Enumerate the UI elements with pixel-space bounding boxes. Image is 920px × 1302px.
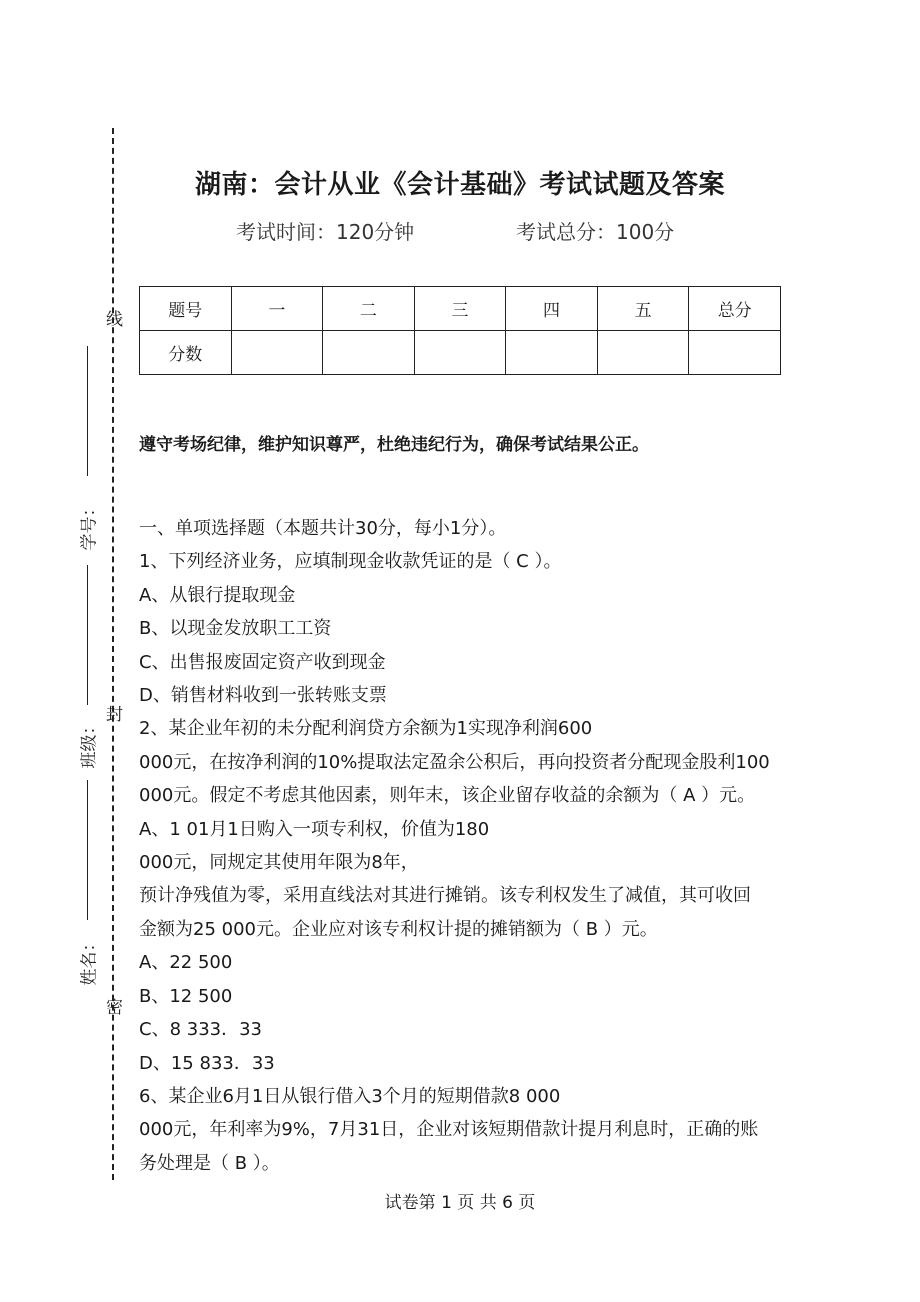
binding-dashed-line (112, 128, 114, 1180)
question-line: 000元，年利率为9%，7月31日，企业对该短期借款计提月利息时，正确的账 (139, 1119, 759, 1141)
score-table-score-row (140, 331, 781, 375)
exam-notice: 遵守考场纪律，维护知识尊严，杜绝违纪行为，确保考试结果公正。 (139, 435, 649, 455)
score-cell (231, 331, 323, 375)
class-underline (87, 565, 88, 705)
name-label: 姓名： (79, 934, 100, 986)
score-header-cell: 题号 (140, 287, 232, 331)
score-header-cell: 一 (231, 287, 323, 331)
question-line: 预计净残值为零，采用直线法对其进行摊销。该专利权发生了减值，其可收回 (139, 885, 751, 907)
option-line: D、15 833．33 (139, 1052, 275, 1074)
class-label: 班级： (79, 717, 100, 769)
score-cell (323, 331, 415, 375)
section-heading: 一、单项选择题（本题共计30分，每小1分）。 (139, 518, 507, 539)
option-line: A、从银行提取现金 (139, 584, 296, 606)
question-line: 1、下列经济业务，应填制现金收款凭证的是（ C ）。 (139, 551, 562, 573)
question-line: 000元，同规定其使用年限为8年， (139, 852, 419, 874)
score-header-cell: 五 (597, 287, 689, 331)
student-id-underline (87, 346, 88, 476)
score-header-cell: 三 (414, 287, 506, 331)
question-line: 000元。假定不考虑其他因素，则年末，该企业留存收益的余额为（ A ）元。 (139, 785, 756, 807)
option-line: C、8 333．33 (139, 1019, 263, 1041)
exam-time: 考试时间：120分钟 (236, 220, 415, 244)
score-row-label: 分数 (140, 331, 232, 375)
score-header-cell: 二 (323, 287, 415, 331)
question-line: 2、某企业年初的未分配利润贷方余额为1实现净利润600 (139, 718, 593, 740)
question-line: 务处理是（ B ）。 (139, 1152, 280, 1174)
score-header-cell: 四 (506, 287, 598, 331)
seal-char-feng: 封 (106, 705, 123, 725)
option-line: D、销售材料收到一张转账支票 (139, 685, 387, 707)
seal-char-mi: 密 (106, 998, 123, 1018)
option-line: B、以现金发放职工工资 (139, 618, 332, 640)
score-cell (506, 331, 598, 375)
seal-char-xian: 线 (106, 310, 123, 330)
option-line: B、12 500 (139, 985, 233, 1007)
question-line: 金额为25 000元。企业应对该专利权计提的摊销额为（ B ）元。 (139, 918, 658, 940)
question-line: 6、某企业6月1日从银行借入3个月的短期借款8 000 (139, 1085, 561, 1107)
name-underline (87, 780, 88, 920)
student-id-label: 学号： (79, 499, 100, 551)
exam-meta (236, 216, 675, 245)
score-cell (414, 331, 506, 375)
score-table-header-row (140, 287, 781, 331)
option-line: C、出售报废固定资产收到现金 (139, 651, 386, 673)
option-line: A、1 01月1日购入一项专利权，价值为180 (139, 818, 490, 840)
page-title: 湖南：会计从业《会计基础》考试试题及答案 (194, 170, 725, 200)
question-body (139, 512, 789, 1180)
score-cell (689, 331, 781, 375)
score-table (139, 286, 781, 375)
option-line: A、22 500 (139, 952, 233, 974)
exam-total-score: 考试总分：100分 (516, 220, 675, 244)
question-line: 000元，在按净利润的10%提取法定盈余公积后，再向投资者分配现金股利100 (139, 751, 770, 773)
score-header-cell: 总分 (689, 287, 781, 331)
page-footer: 试卷第 1 页 共 6 页 (384, 1193, 536, 1213)
score-cell (597, 331, 689, 375)
